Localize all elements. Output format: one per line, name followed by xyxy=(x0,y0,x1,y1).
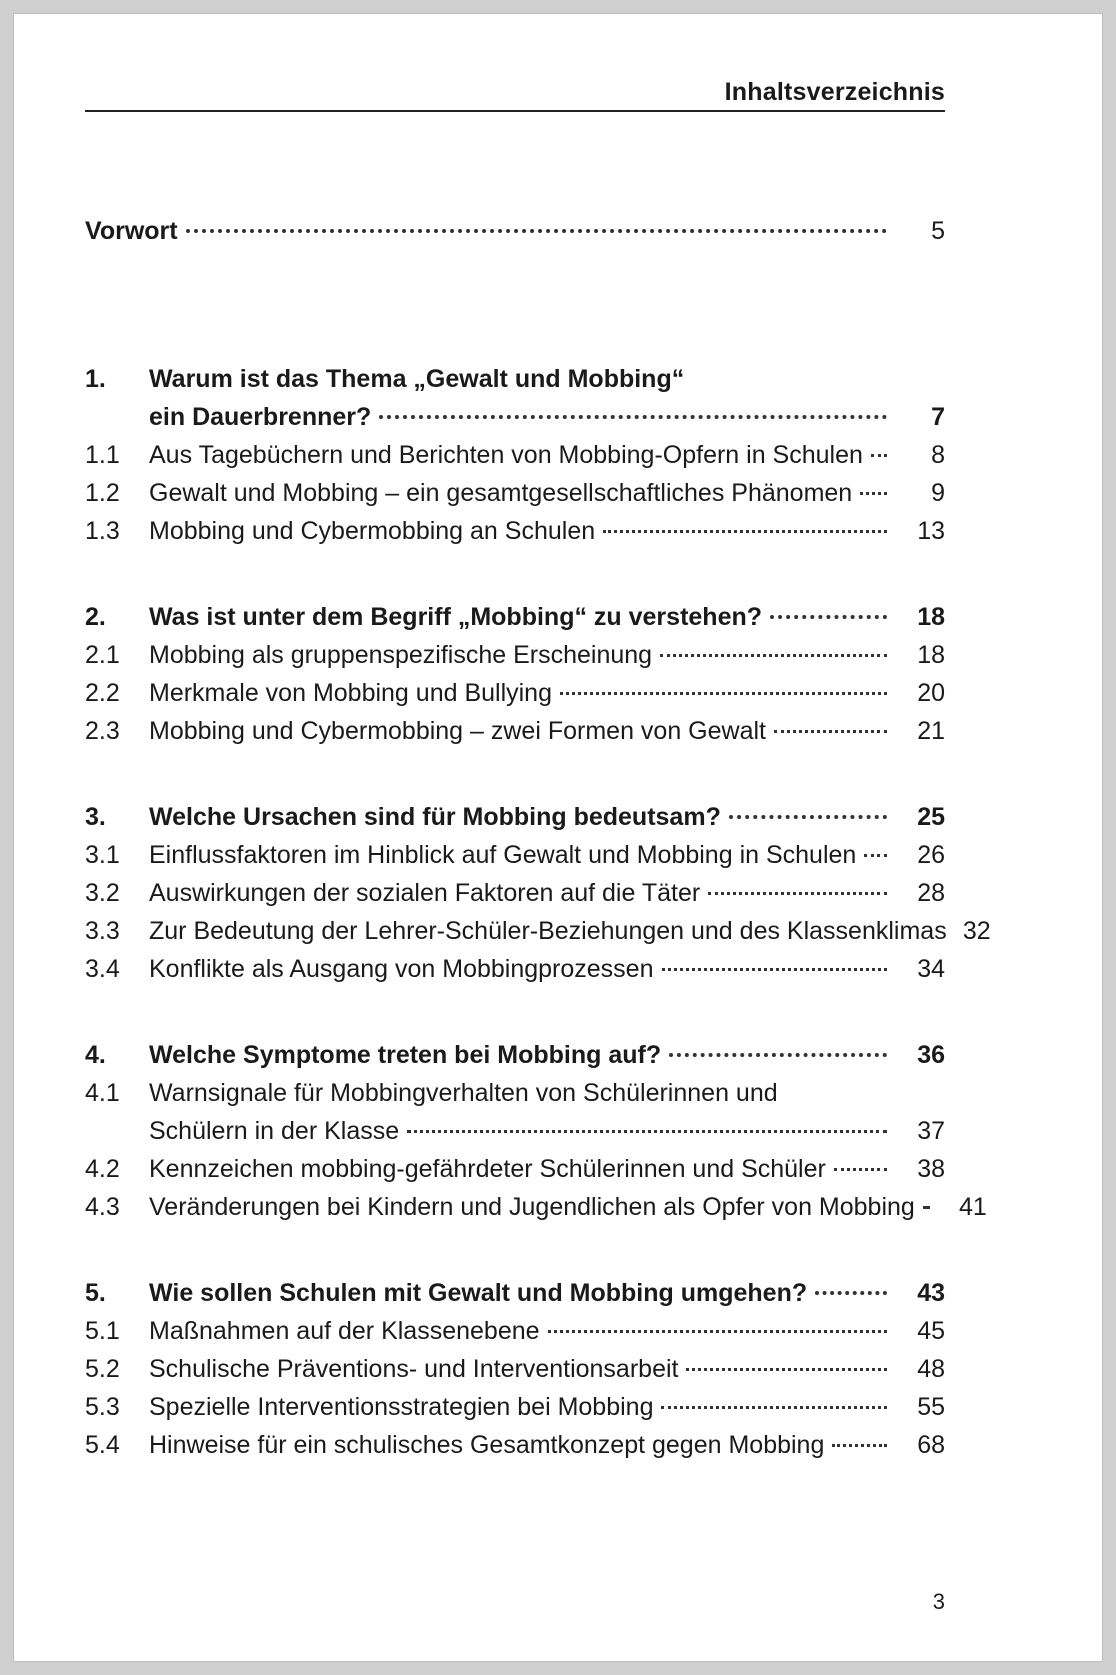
toc-section-page: 48 xyxy=(917,1355,945,1383)
toc-section-number: 4.2 xyxy=(85,1155,120,1183)
toc-section-1-1[interactable] xyxy=(85,436,945,474)
toc-section-2-3[interactable] xyxy=(85,712,945,750)
dot-leader xyxy=(407,1130,887,1133)
toc-chapter-page: 36 xyxy=(917,1041,945,1069)
toc-section-number: 5.3 xyxy=(85,1393,120,1421)
toc-section-number: 2.3 xyxy=(85,717,120,745)
toc-section-title: Gewalt und Mobbing – ein gesamtgesellschaftliches Phänomen xyxy=(149,479,853,507)
toc-section-page: 41 xyxy=(959,1193,987,1221)
toc-section-title: Maßnahmen auf der Klassenebene xyxy=(149,1317,540,1345)
toc-section-page: 68 xyxy=(917,1431,945,1459)
toc-section-number: 3.2 xyxy=(85,879,120,907)
dot-leader xyxy=(560,692,887,695)
page-header xyxy=(85,66,945,112)
toc-section-number: 2.2 xyxy=(85,679,120,707)
header-title: Inhaltsverzeichnis xyxy=(724,78,945,106)
toc-entry-preface[interactable] xyxy=(85,212,945,250)
dot-leader xyxy=(662,968,888,971)
toc-section-number: 5.4 xyxy=(85,1431,120,1459)
dot-leader xyxy=(834,1168,887,1171)
toc-section-title: Veränderungen bei Kindern und Jugendlichen als Opfer von Mobbing xyxy=(149,1193,915,1221)
dot-leader xyxy=(864,854,887,857)
toc-chapter-number: 1. xyxy=(85,365,106,393)
toc-chapter-1-line1[interactable] xyxy=(85,360,945,398)
toc-section-1-3[interactable] xyxy=(85,512,945,550)
toc-section-number: 2.1 xyxy=(85,641,120,669)
toc-chapter-number: 3. xyxy=(85,803,106,831)
toc-section-page: 45 xyxy=(917,1317,945,1345)
toc-section-1-2[interactable] xyxy=(85,474,945,512)
toc-section-title: Spezielle Interventionsstrategien bei Mobbing xyxy=(149,1393,654,1421)
dot-leader xyxy=(871,454,887,457)
dot-leader xyxy=(686,1368,887,1371)
toc-section-title-continued: Schülern in der Klasse xyxy=(149,1117,400,1145)
toc-chapter-2[interactable] xyxy=(85,598,945,636)
dot-leader xyxy=(729,815,887,819)
toc-section-title: Mobbing als gruppenspezifische Erscheinung xyxy=(149,641,653,669)
toc-section-page: 26 xyxy=(917,841,945,869)
toc-chapter-title: Welche Symptome treten bei Mobbing auf? xyxy=(149,1041,662,1069)
toc-section-title: Aus Tagebüchern und Berichten von Mobbing-Opfern in Schulen xyxy=(149,441,863,469)
toc-section-number: 1.1 xyxy=(85,441,120,469)
toc-section-page: 18 xyxy=(917,641,945,669)
toc-section-page: 9 xyxy=(931,479,945,507)
toc-section-number: 3.4 xyxy=(85,955,120,983)
dot-leader xyxy=(774,730,887,733)
toc-section-page: 32 xyxy=(962,917,991,945)
toc-chapter-number: 2. xyxy=(85,603,106,631)
toc-section-number: 3.3 xyxy=(85,917,120,945)
dot-leader xyxy=(186,229,887,233)
toc-section-page: 38 xyxy=(917,1155,945,1183)
toc-section-title: Konflikte als Ausgang von Mobbingprozessen xyxy=(149,955,654,983)
toc-section-number: 3.1 xyxy=(85,841,120,869)
toc-entry-page: 5 xyxy=(931,217,945,245)
toc-section-number: 4.1 xyxy=(85,1079,120,1107)
toc-section-page: 34 xyxy=(917,955,945,983)
toc-section-page: 28 xyxy=(917,879,945,907)
toc-chapter-number: 5. xyxy=(85,1279,106,1307)
table-of-contents xyxy=(85,212,991,1464)
dot-leader xyxy=(815,1291,887,1295)
toc-section-2-2[interactable] xyxy=(85,674,945,712)
dot-leader xyxy=(660,654,887,657)
toc-chapter-title: Welche Ursachen sind für Mobbing bedeutsam? xyxy=(149,803,721,831)
dot-leader xyxy=(603,530,887,533)
toc-section-page: 8 xyxy=(931,441,945,469)
dot-leader xyxy=(923,1206,929,1209)
toc-section-5-1[interactable] xyxy=(85,1312,945,1350)
toc-chapter-title: Wie sollen Schulen mit Gewalt und Mobbing umgehen? xyxy=(149,1279,808,1307)
toc-section-3-3[interactable] xyxy=(85,912,991,950)
toc-section-title: Merkmale von Mobbing und Bullying xyxy=(149,679,552,707)
toc-section-page: 13 xyxy=(917,517,945,545)
toc-chapter-number: 4. xyxy=(85,1041,106,1069)
toc-section-5-2[interactable] xyxy=(85,1350,945,1388)
dot-leader xyxy=(708,892,887,895)
toc-section-3-1[interactable] xyxy=(85,836,945,874)
toc-section-5-3[interactable] xyxy=(85,1388,945,1426)
toc-chapter-page: 18 xyxy=(917,603,945,631)
toc-section-title: Auswirkungen der sozialen Faktoren auf die Täter xyxy=(149,879,701,907)
toc-section-5-4[interactable] xyxy=(85,1426,945,1464)
toc-chapter-3[interactable] xyxy=(85,798,945,836)
toc-chapter-page: 25 xyxy=(917,803,945,831)
toc-section-2-1[interactable] xyxy=(85,636,945,674)
page-number: 3 xyxy=(932,1589,945,1614)
toc-chapter-1-line2[interactable] xyxy=(85,398,945,436)
dot-leader xyxy=(770,615,887,619)
toc-section-3-4[interactable] xyxy=(85,950,945,988)
toc-chapter-title-continued: ein Dauerbrenner? xyxy=(149,403,372,431)
toc-section-title: Mobbing und Cybermobbing – zwei Formen von Gewalt xyxy=(149,717,766,745)
dot-leader xyxy=(548,1330,887,1333)
toc-section-title: Kennzeichen mobbing-gefährdeter Schülerinnen und Schüler xyxy=(149,1155,826,1183)
toc-section-number: 4.3 xyxy=(85,1193,120,1221)
toc-chapter-page: 7 xyxy=(931,403,945,431)
dot-leader xyxy=(379,415,887,419)
dot-leader xyxy=(860,492,887,495)
toc-chapter-5[interactable] xyxy=(85,1274,945,1312)
toc-section-title: Einflussfaktoren im Hinblick auf Gewalt und Mobbing in Schulen xyxy=(149,841,857,869)
toc-section-number: 1.3 xyxy=(85,517,120,545)
toc-section-4-2[interactable] xyxy=(85,1150,945,1188)
toc-section-4-1-line1[interactable] xyxy=(85,1074,945,1112)
toc-section-title: Mobbing und Cybermobbing an Schulen xyxy=(149,517,596,545)
toc-section-page: 21 xyxy=(917,717,945,745)
toc-chapter-title: Warum ist das Thema „Gewalt und Mobbing“ xyxy=(149,365,685,393)
toc-section-title: Hinweise für ein schulisches Gesamtkonzept gegen Mobbing xyxy=(149,1431,825,1459)
book-page xyxy=(14,14,1102,1661)
toc-chapter-title: Was ist unter dem Begriff „Mobbing“ zu verstehen? xyxy=(149,603,763,631)
toc-chapter-page: 43 xyxy=(917,1279,945,1307)
toc-section-title: Schulische Präventions- und Interventionsarbeit xyxy=(149,1355,679,1383)
dot-leader xyxy=(669,1053,887,1057)
toc-section-title: Zur Bedeutung der Lehrer-Schüler-Beziehungen und des Klassenklimas xyxy=(149,917,947,945)
toc-entry-title: Vorwort xyxy=(85,217,178,245)
toc-section-page: 20 xyxy=(917,679,945,707)
toc-section-number: 5.1 xyxy=(85,1317,120,1345)
dot-leader xyxy=(832,1444,887,1447)
toc-section-number: 1.2 xyxy=(85,479,120,507)
toc-section-page: 37 xyxy=(917,1117,945,1145)
dot-leader xyxy=(661,1406,887,1409)
toc-section-4-1-line2[interactable] xyxy=(85,1112,945,1150)
toc-section-number: 5.2 xyxy=(85,1355,120,1383)
toc-section-3-2[interactable] xyxy=(85,874,945,912)
toc-section-page: 55 xyxy=(917,1393,945,1421)
toc-chapter-4[interactable] xyxy=(85,1036,945,1074)
toc-section-title: Warnsignale für Mobbingverhalten von Schülerinnen und xyxy=(149,1079,778,1107)
toc-section-4-3[interactable] xyxy=(85,1188,987,1226)
